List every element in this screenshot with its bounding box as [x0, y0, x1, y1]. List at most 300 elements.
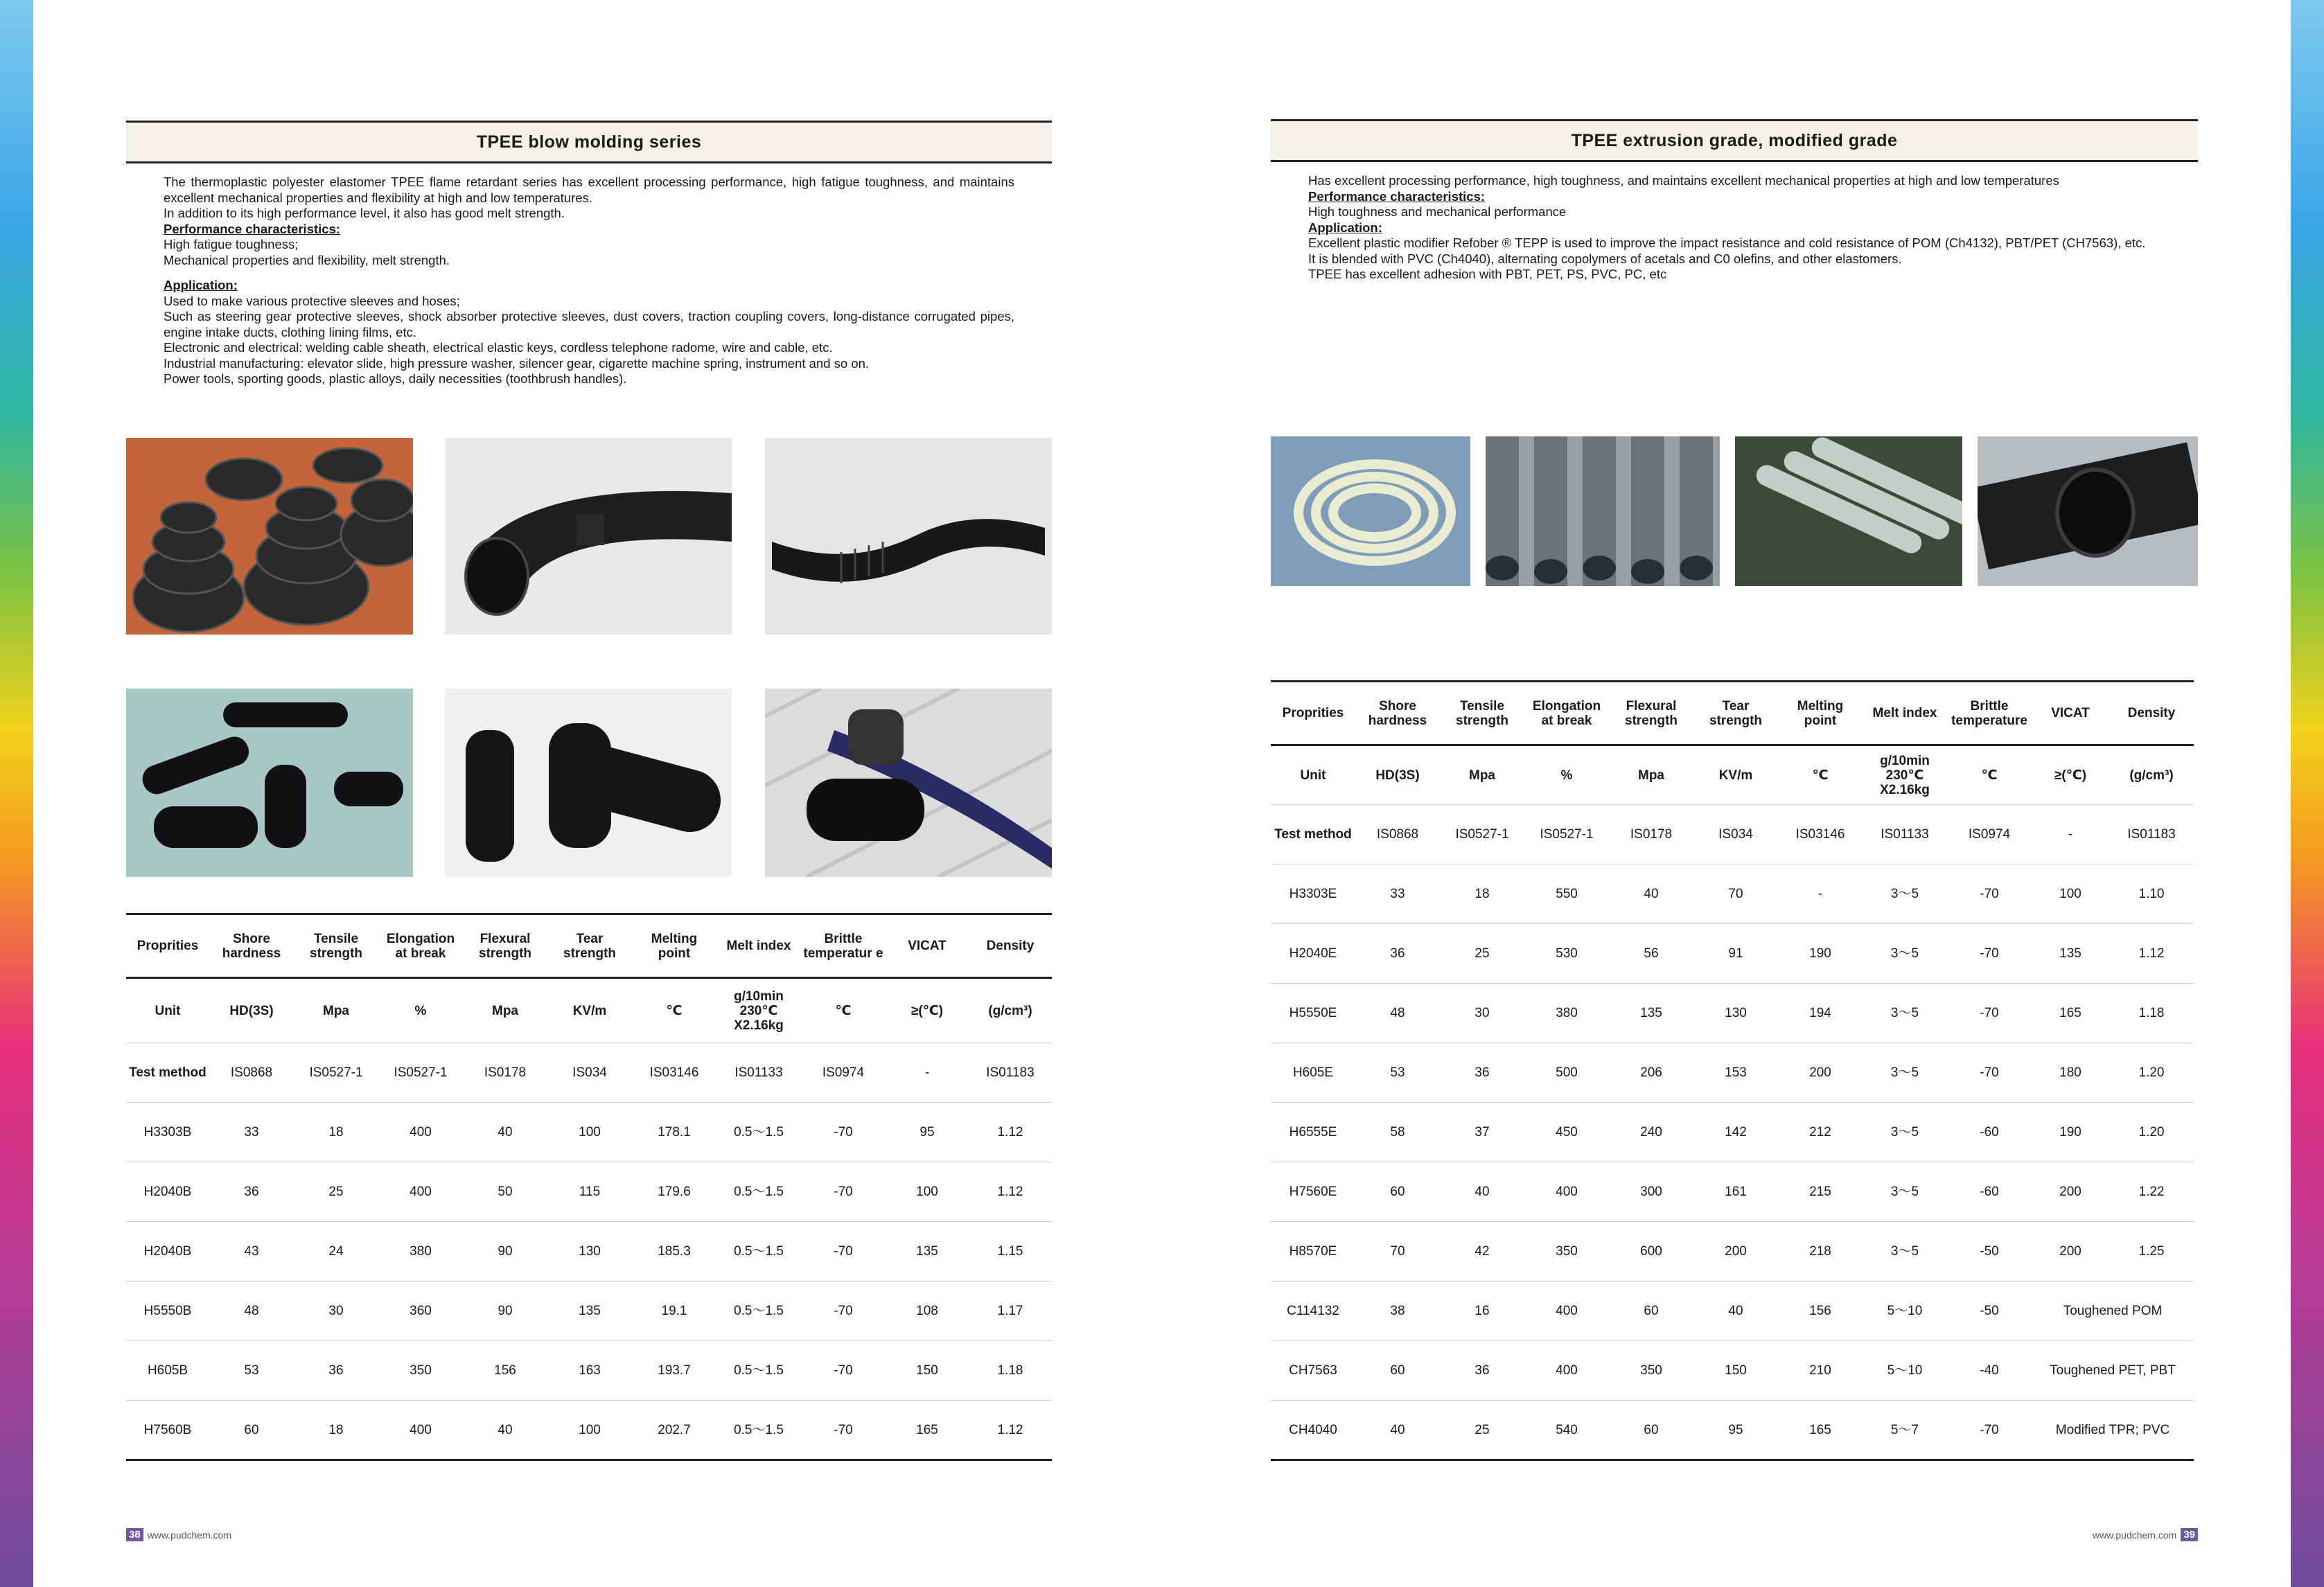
- table-cell: 300: [1609, 1162, 1693, 1222]
- table-cell: 60: [244, 1422, 259, 1437]
- table-cell: 130: [1693, 984, 1778, 1043]
- table-cell: 3～5: [1863, 1043, 1947, 1103]
- table-cell: -70: [801, 1282, 886, 1341]
- table-cell: -50: [1947, 1282, 2032, 1341]
- header-cell: Density: [969, 914, 1052, 978]
- table-cell: H6555E: [1271, 1103, 1355, 1162]
- table-cell: 33: [1355, 865, 1440, 924]
- table-cell: 161: [1693, 1162, 1778, 1222]
- table-row: [1271, 1222, 2194, 1282]
- table-cell: 156: [1778, 1282, 1863, 1341]
- table-cell: 200: [2032, 1222, 2109, 1282]
- table-cell: 135: [1609, 984, 1693, 1043]
- table-cell: 70: [1355, 1222, 1440, 1282]
- table-cell: 100: [2032, 865, 2109, 924]
- table-cell: 1.18: [969, 1341, 1052, 1401]
- table-cell: 36: [294, 1341, 378, 1401]
- table-cell: -: [2032, 805, 2109, 865]
- left-application-heading: Application:: [164, 278, 238, 292]
- table-row: [126, 1162, 1052, 1222]
- left-color-edge: [0, 0, 33, 1587]
- table-cell: 185.3: [632, 1222, 716, 1282]
- table-cell: -70: [1980, 1422, 1999, 1437]
- table-cell: IS034: [547, 1043, 632, 1103]
- table-cell: 50: [463, 1162, 547, 1222]
- photo-steering-boot: [765, 689, 1052, 877]
- left-test-row: [126, 1043, 1052, 1103]
- table-cell: 400: [1524, 1162, 1609, 1222]
- table-cell: 100: [579, 1422, 601, 1437]
- table-cell: 115: [547, 1162, 632, 1222]
- table-cell: 153: [1693, 1043, 1778, 1103]
- table-row: [1271, 1282, 2194, 1341]
- table-cell: H2040B: [126, 1222, 209, 1282]
- table-cell: 33: [209, 1103, 294, 1162]
- table-cell: -50: [1947, 1222, 2032, 1282]
- table-cell: H2040E: [1271, 924, 1355, 984]
- table-cell: 0.5～1.5: [716, 1341, 801, 1401]
- table-cell: 5～7: [1890, 1422, 1919, 1437]
- table-cell: 40: [1440, 1162, 1524, 1222]
- footer-url[interactable]: www.pudchem.com: [2092, 1529, 2177, 1541]
- table-cell: 600: [1609, 1222, 1693, 1282]
- table-cell: 0.5～1.5: [716, 1162, 801, 1222]
- table-cell: C114132: [1271, 1282, 1355, 1341]
- table-cell: 30: [1440, 984, 1524, 1043]
- table-cell: 95: [1728, 1422, 1743, 1437]
- table-cell: 165: [1809, 1422, 1831, 1437]
- table-cell: IS0868: [1355, 805, 1440, 865]
- page-number: 38: [126, 1528, 143, 1541]
- left-unit-row: [126, 978, 1052, 1043]
- table-cell: H3303E: [1271, 865, 1355, 924]
- right-performance-heading: Performance characteristics:: [1308, 188, 1486, 204]
- table-cell: -60: [1947, 1162, 2032, 1222]
- table-cell: 53: [1355, 1043, 1440, 1103]
- table-cell: 36: [209, 1162, 294, 1222]
- table-cell-merged: Toughened POM: [2032, 1282, 2194, 1341]
- photo-coiled-tube: [1271, 436, 1470, 586]
- table-row: [1271, 1162, 2194, 1222]
- table-cell: 130: [547, 1222, 632, 1282]
- table-cell: H5550E: [1271, 984, 1355, 1043]
- table-cell: IS0527-1: [378, 1043, 463, 1103]
- header-cell: Brittle temperature: [1947, 682, 2032, 745]
- table-cell: 3～5: [1863, 1162, 1947, 1222]
- table-cell: 25: [294, 1162, 378, 1222]
- table-cell: 1.20: [2109, 1103, 2194, 1162]
- table-cell: 400: [1524, 1282, 1609, 1341]
- table-cell: 38: [1355, 1282, 1440, 1341]
- table-cell: 400: [378, 1162, 463, 1222]
- table-cell: 0.5～1.5: [716, 1282, 801, 1341]
- table-cell: 16: [1440, 1282, 1524, 1341]
- table-cell: 43: [209, 1222, 294, 1282]
- table-cell: 56: [1609, 924, 1693, 984]
- right-application-3: TPEE has excellent adhesion with PBT, PET, PS, PVC, PC, etc: [1308, 267, 1667, 281]
- table-cell: H605B: [126, 1341, 209, 1401]
- table-cell: 190: [1778, 924, 1863, 984]
- table-cell: 200: [2032, 1162, 2109, 1222]
- table-cell: 58: [1355, 1103, 1440, 1162]
- header-cell: Shore hardness: [1355, 682, 1440, 745]
- table-cell: -40: [1947, 1341, 2032, 1401]
- footer-url[interactable]: www.pudchem.com: [147, 1529, 232, 1541]
- right-test-row: [1271, 805, 2194, 865]
- table-cell: -70: [801, 1341, 886, 1401]
- right-unit-row: [1271, 745, 2194, 805]
- table-row: [1271, 865, 2194, 924]
- table-cell: Mpa: [294, 978, 378, 1043]
- table-cell: H5550B: [126, 1282, 209, 1341]
- table-cell: 100: [547, 1103, 632, 1162]
- table-cell: 18: [294, 1103, 378, 1162]
- header-cell: Melt index: [1863, 682, 1947, 745]
- table-cell: 24: [294, 1222, 378, 1282]
- left-application-4: Industrial manufacturing: elevator slide, high pressure washer, silencer gear, cigarette machine spring, instrument and so on.: [164, 355, 870, 371]
- table-cell: 530: [1524, 924, 1609, 984]
- table-cell: ≥(℃): [2032, 745, 2109, 805]
- table-cell: (g/cm³): [969, 978, 1052, 1043]
- table-cell: 135: [547, 1282, 632, 1341]
- table-cell: 360: [378, 1282, 463, 1341]
- table-cell: 36: [1440, 1341, 1524, 1401]
- table-cell: 1.17: [969, 1282, 1052, 1341]
- table-cell: 3～5: [1863, 984, 1947, 1043]
- table-row: [126, 1103, 1052, 1162]
- table-cell: 150: [1693, 1341, 1778, 1401]
- table-cell: KV/m: [1693, 745, 1778, 805]
- table-cell: -70: [801, 1222, 886, 1282]
- table-cell: 1.12: [969, 1103, 1052, 1162]
- header-cell: Proprities: [1271, 682, 1355, 745]
- table-cell: 380: [1524, 984, 1609, 1043]
- table-cell: Mpa: [1440, 745, 1524, 805]
- photo-translucent-tubes: [1735, 436, 1962, 586]
- table-row: [1271, 984, 2194, 1043]
- photo-corrugated-hose: [765, 438, 1052, 635]
- header-cell: Tear strength: [547, 914, 632, 978]
- table-cell: 215: [1778, 1162, 1863, 1222]
- header-cell: Melting point: [632, 914, 716, 978]
- table-cell: 42: [1440, 1222, 1524, 1282]
- table-cell: 36: [1355, 924, 1440, 984]
- header-cell: Tear strength: [1693, 682, 1778, 745]
- table-cell: 350: [1609, 1341, 1693, 1401]
- table-cell: 206: [1609, 1043, 1693, 1103]
- table-cell: HD(3S): [209, 978, 294, 1043]
- table-cell: ℃: [1778, 745, 1863, 805]
- table-cell: -: [1778, 865, 1863, 924]
- header-cell: Flexural strength: [1609, 682, 1693, 745]
- table-cell: 1.18: [2109, 984, 2194, 1043]
- header-cell: Tensile strength: [294, 914, 378, 978]
- table-cell: 60: [1355, 1341, 1440, 1401]
- table-cell: 48: [209, 1282, 294, 1341]
- table-cell: CH7563: [1271, 1341, 1355, 1401]
- table-cell: 212: [1778, 1103, 1863, 1162]
- table-cell: %: [378, 978, 463, 1043]
- table-cell: 165: [916, 1422, 938, 1437]
- table-cell: 178.1: [632, 1103, 716, 1162]
- table-cell: -70: [801, 1103, 886, 1162]
- table-cell: ≥(℃): [886, 978, 969, 1043]
- header-cell: VICAT: [2032, 682, 2109, 745]
- table-cell: ℃: [632, 978, 716, 1043]
- table-row: [1271, 1103, 2194, 1162]
- table-cell: -70: [834, 1422, 853, 1437]
- table-cell: 3～5: [1863, 1103, 1947, 1162]
- table-cell: 165: [2032, 984, 2109, 1043]
- header-cell: Elongation at break: [1524, 682, 1609, 745]
- table-cell: H8570E: [1271, 1222, 1355, 1282]
- table-cell: 70: [1693, 865, 1778, 924]
- photo-rubber-bellows: [126, 438, 413, 635]
- table-cell: 135: [886, 1222, 969, 1282]
- table-cell: g/10min 230℃ X2.16kg: [1863, 745, 1947, 805]
- header-cell: Shore hardness: [209, 914, 294, 978]
- table-cell: 60: [1609, 1282, 1693, 1341]
- table-cell: IS03146: [1778, 805, 1863, 865]
- table-cell: -: [886, 1043, 969, 1103]
- table-cell: 100: [886, 1162, 969, 1222]
- table-cell: IS0178: [463, 1043, 547, 1103]
- table-cell: 400: [378, 1103, 463, 1162]
- table-cell: 0.5～1.5: [716, 1103, 801, 1162]
- photo-bellows-boots: [126, 689, 413, 877]
- table-cell: 40: [1693, 1282, 1778, 1341]
- table-cell: 350: [378, 1341, 463, 1401]
- header-cell: Tensile strength: [1440, 682, 1524, 745]
- table-cell: 156: [463, 1341, 547, 1401]
- table-cell: 0.5～1.5: [716, 1222, 801, 1282]
- table-cell: KV/m: [547, 978, 632, 1043]
- table-cell: 1.12: [969, 1162, 1052, 1222]
- right-header-row: [1271, 682, 2194, 745]
- left-header-row: [126, 914, 1052, 978]
- right-performance-1: High toughness and mechanical performance: [1308, 204, 1567, 219]
- header-cell: Flexural strength: [463, 914, 547, 978]
- table-cell: 40: [498, 1422, 513, 1437]
- header-cell: Proprities: [126, 914, 209, 978]
- table-cell: 0.5～1.5: [734, 1422, 784, 1437]
- table-cell: HD(3S): [1355, 745, 1440, 805]
- right-intro-1: Has excellent processing performance, high toughness, and maintains excellent mechanical properties at high and low temperatures: [1308, 173, 2059, 188]
- header-cell: Brittle temperatur e: [801, 914, 886, 978]
- table-cell: 380: [378, 1222, 463, 1282]
- table-cell: 3～5: [1863, 924, 1947, 984]
- photo-black-hose: [1978, 436, 2198, 586]
- left-intro-2: In addition to its high performance level, it also has good melt strength.: [164, 206, 565, 220]
- table-cell: (g/cm³): [2109, 745, 2194, 805]
- table-cell: 5～10: [1863, 1282, 1947, 1341]
- table-cell: 150: [886, 1341, 969, 1401]
- table-cell: H7560B: [143, 1422, 192, 1437]
- table-cell: IS01133: [716, 1043, 801, 1103]
- right-application-1: Excellent plastic modifier Refober ® TEPP is used to improve the impact resistance and cold resistance of POM (Ch4132), PBT/PET (CH7563), etc.: [1308, 236, 2146, 250]
- table-cell: IS034: [1693, 805, 1778, 865]
- table-cell: 400: [1524, 1341, 1609, 1401]
- table-cell-merged: Modified TPR; PVC: [2055, 1422, 2170, 1437]
- table-cell: IS0974: [1947, 805, 2032, 865]
- header-cell: Elongation at break: [378, 914, 463, 978]
- table-row: [1271, 924, 2194, 984]
- left-application-2: Such as steering gear protective sleeves, shock absorber protective sleeves, dust covers, traction coupling covers, long-distance corrugated pipes, engine intake ducts, clothing lining films, etc.: [164, 309, 1014, 339]
- table-cell: 3～5: [1863, 1222, 1947, 1282]
- table-cell: 36: [1440, 1043, 1524, 1103]
- table-cell: 202.7: [658, 1422, 691, 1437]
- table-cell: -70: [801, 1162, 886, 1222]
- table-cell: Unit: [126, 978, 209, 1043]
- table-cell: 540: [1556, 1422, 1578, 1437]
- right-application-heading: Application:: [1308, 220, 1382, 235]
- table-cell: IS0974: [801, 1043, 886, 1103]
- table-cell: 30: [294, 1282, 378, 1341]
- table-cell: g/10min 230℃ X2.16kg: [716, 978, 801, 1043]
- table-cell: %: [1524, 745, 1609, 805]
- table-cell: IS01133: [1863, 805, 1947, 865]
- right-description: [1308, 173, 2160, 283]
- table-cell: 60: [1644, 1422, 1659, 1437]
- table-cell: 350: [1524, 1222, 1609, 1282]
- table-cell: -70: [1947, 984, 2032, 1043]
- table-cell: 40: [1390, 1422, 1405, 1437]
- left-description: [164, 175, 1014, 387]
- table-cell: 135: [2032, 924, 2109, 984]
- table-cell: 90: [463, 1282, 547, 1341]
- table-row: [126, 1222, 1052, 1282]
- table-cell: 108: [886, 1282, 969, 1341]
- table-row: [1271, 1043, 2194, 1103]
- table-cell: 91: [1693, 924, 1778, 984]
- table-cell: H7560E: [1271, 1162, 1355, 1222]
- left-application-3: Electronic and electrical: welding cable sheath, electrical elastic keys, cordless telephone radome, wire and cable, etc.: [164, 340, 833, 355]
- header-cell: Melt index: [716, 914, 801, 978]
- left-application-1: Used to make various protective sleeves and hoses;: [164, 293, 460, 308]
- table-cell: 95: [886, 1103, 969, 1162]
- page-number: 39: [2181, 1528, 2198, 1541]
- table-cell: 240: [1609, 1103, 1693, 1162]
- table-cell: -70: [1947, 1043, 2032, 1103]
- table-cell-merged: Toughened PET, PBT: [2032, 1341, 2194, 1401]
- table-cell: 218: [1778, 1222, 1863, 1282]
- header-cell: Density: [2109, 682, 2194, 745]
- right-spec-table: [1271, 680, 2194, 1461]
- table-cell: 179.6: [632, 1162, 716, 1222]
- header-cell: VICAT: [886, 914, 969, 978]
- table-cell: 180: [2032, 1043, 2109, 1103]
- table-cell: IS0527-1: [294, 1043, 378, 1103]
- table-row: [126, 1401, 1052, 1460]
- table-row: [126, 1282, 1052, 1341]
- photo-intake-duct: [445, 438, 732, 635]
- table-cell: 25: [1474, 1422, 1490, 1437]
- table-cell: IS0527-1: [1524, 805, 1609, 865]
- right-application-2: It is blended with PVC (Ch4040), alternating copolymers of acetals and C0 olefins, and other elastomers.: [1308, 251, 1902, 266]
- photo-dust-covers: [445, 689, 732, 877]
- table-cell: 1.25: [2109, 1222, 2194, 1282]
- table-cell: 500: [1524, 1043, 1609, 1103]
- table-cell: ℃: [801, 978, 886, 1043]
- table-cell: 400: [410, 1422, 432, 1437]
- table-cell: 37: [1440, 1103, 1524, 1162]
- table-cell: IS01183: [969, 1043, 1052, 1103]
- table-cell: 550: [1524, 865, 1609, 924]
- table-cell: ℃: [1947, 745, 2032, 805]
- table-cell: -70: [1947, 865, 2032, 924]
- table-cell: H605E: [1271, 1043, 1355, 1103]
- table-cell: -70: [1947, 924, 2032, 984]
- table-cell: 18: [1440, 865, 1524, 924]
- table-cell: 60: [1355, 1162, 1440, 1222]
- table-cell: 1.15: [969, 1222, 1052, 1282]
- left-application-5: Power tools, sporting goods, plastic alloys, daily necessities (toothbrush handles).: [164, 371, 627, 386]
- table-cell: 25: [1440, 924, 1524, 984]
- table-cell: 40: [463, 1103, 547, 1162]
- photo-grey-pipes: [1486, 436, 1720, 586]
- table-cell: 193.7: [632, 1341, 716, 1401]
- table-cell: 1.22: [2109, 1162, 2194, 1222]
- table-cell: Test method: [126, 1043, 209, 1103]
- table-row: [1271, 1341, 2194, 1401]
- table-cell: IS03146: [632, 1043, 716, 1103]
- table-cell: 40: [1609, 865, 1693, 924]
- table-cell: CH4040: [1289, 1422, 1337, 1437]
- table-cell: H3303B: [126, 1103, 209, 1162]
- header-cell: Melting point: [1778, 682, 1863, 745]
- table-cell: 1.10: [2109, 865, 2194, 924]
- table-cell: 142: [1693, 1103, 1778, 1162]
- table-cell: 18: [328, 1422, 344, 1437]
- left-intro-1: The thermoplastic polyester elastomer TPEE flame retardant series has excellent processing performance, high fatigue toughness, and maintains excellent mechanical properties and flexibility at high and low temperatures.: [164, 175, 1014, 205]
- table-cell: 1.12: [2109, 924, 2194, 984]
- left-section-title: TPEE blow molding series: [126, 121, 1052, 163]
- table-cell: 210: [1778, 1341, 1863, 1401]
- table-cell: 1.12: [997, 1422, 1023, 1437]
- table-cell: 450: [1524, 1103, 1609, 1162]
- left-footer: [126, 1528, 231, 1541]
- table-cell: 1.20: [2109, 1043, 2194, 1103]
- left-performance-1: High fatigue toughness;: [164, 237, 299, 251]
- right-footer: [2093, 1528, 2198, 1541]
- table-cell: IS0868: [209, 1043, 294, 1103]
- table-cell: IS0527-1: [1440, 805, 1524, 865]
- table-cell: 90: [463, 1222, 547, 1282]
- table-cell: Mpa: [463, 978, 547, 1043]
- table-cell: -60: [1947, 1103, 2032, 1162]
- left-spec-table: [126, 913, 1052, 1461]
- table-cell: Test method: [1271, 805, 1355, 865]
- table-cell: 163: [547, 1341, 632, 1401]
- table-cell: Mpa: [1609, 745, 1693, 805]
- table-cell: 48: [1355, 984, 1440, 1043]
- table-cell: IS01183: [2109, 805, 2194, 865]
- left-performance-2: Mechanical properties and flexibility, melt strength.: [164, 252, 450, 267]
- table-row: [1271, 1401, 2194, 1460]
- table-row: [126, 1341, 1052, 1401]
- table-cell: 200: [1778, 1043, 1863, 1103]
- table-cell: IS0178: [1609, 805, 1693, 865]
- table-cell: 194: [1778, 984, 1863, 1043]
- left-performance-heading: Performance characteristics:: [164, 221, 341, 236]
- right-color-edge: [2291, 0, 2324, 1587]
- right-section-title: TPEE extrusion grade, modified grade: [1271, 119, 2198, 162]
- table-cell: 190: [2032, 1103, 2109, 1162]
- table-cell: H2040B: [126, 1162, 209, 1222]
- table-cell: 19.1: [632, 1282, 716, 1341]
- table-cell: 200: [1693, 1222, 1778, 1282]
- table-cell: Unit: [1271, 745, 1355, 805]
